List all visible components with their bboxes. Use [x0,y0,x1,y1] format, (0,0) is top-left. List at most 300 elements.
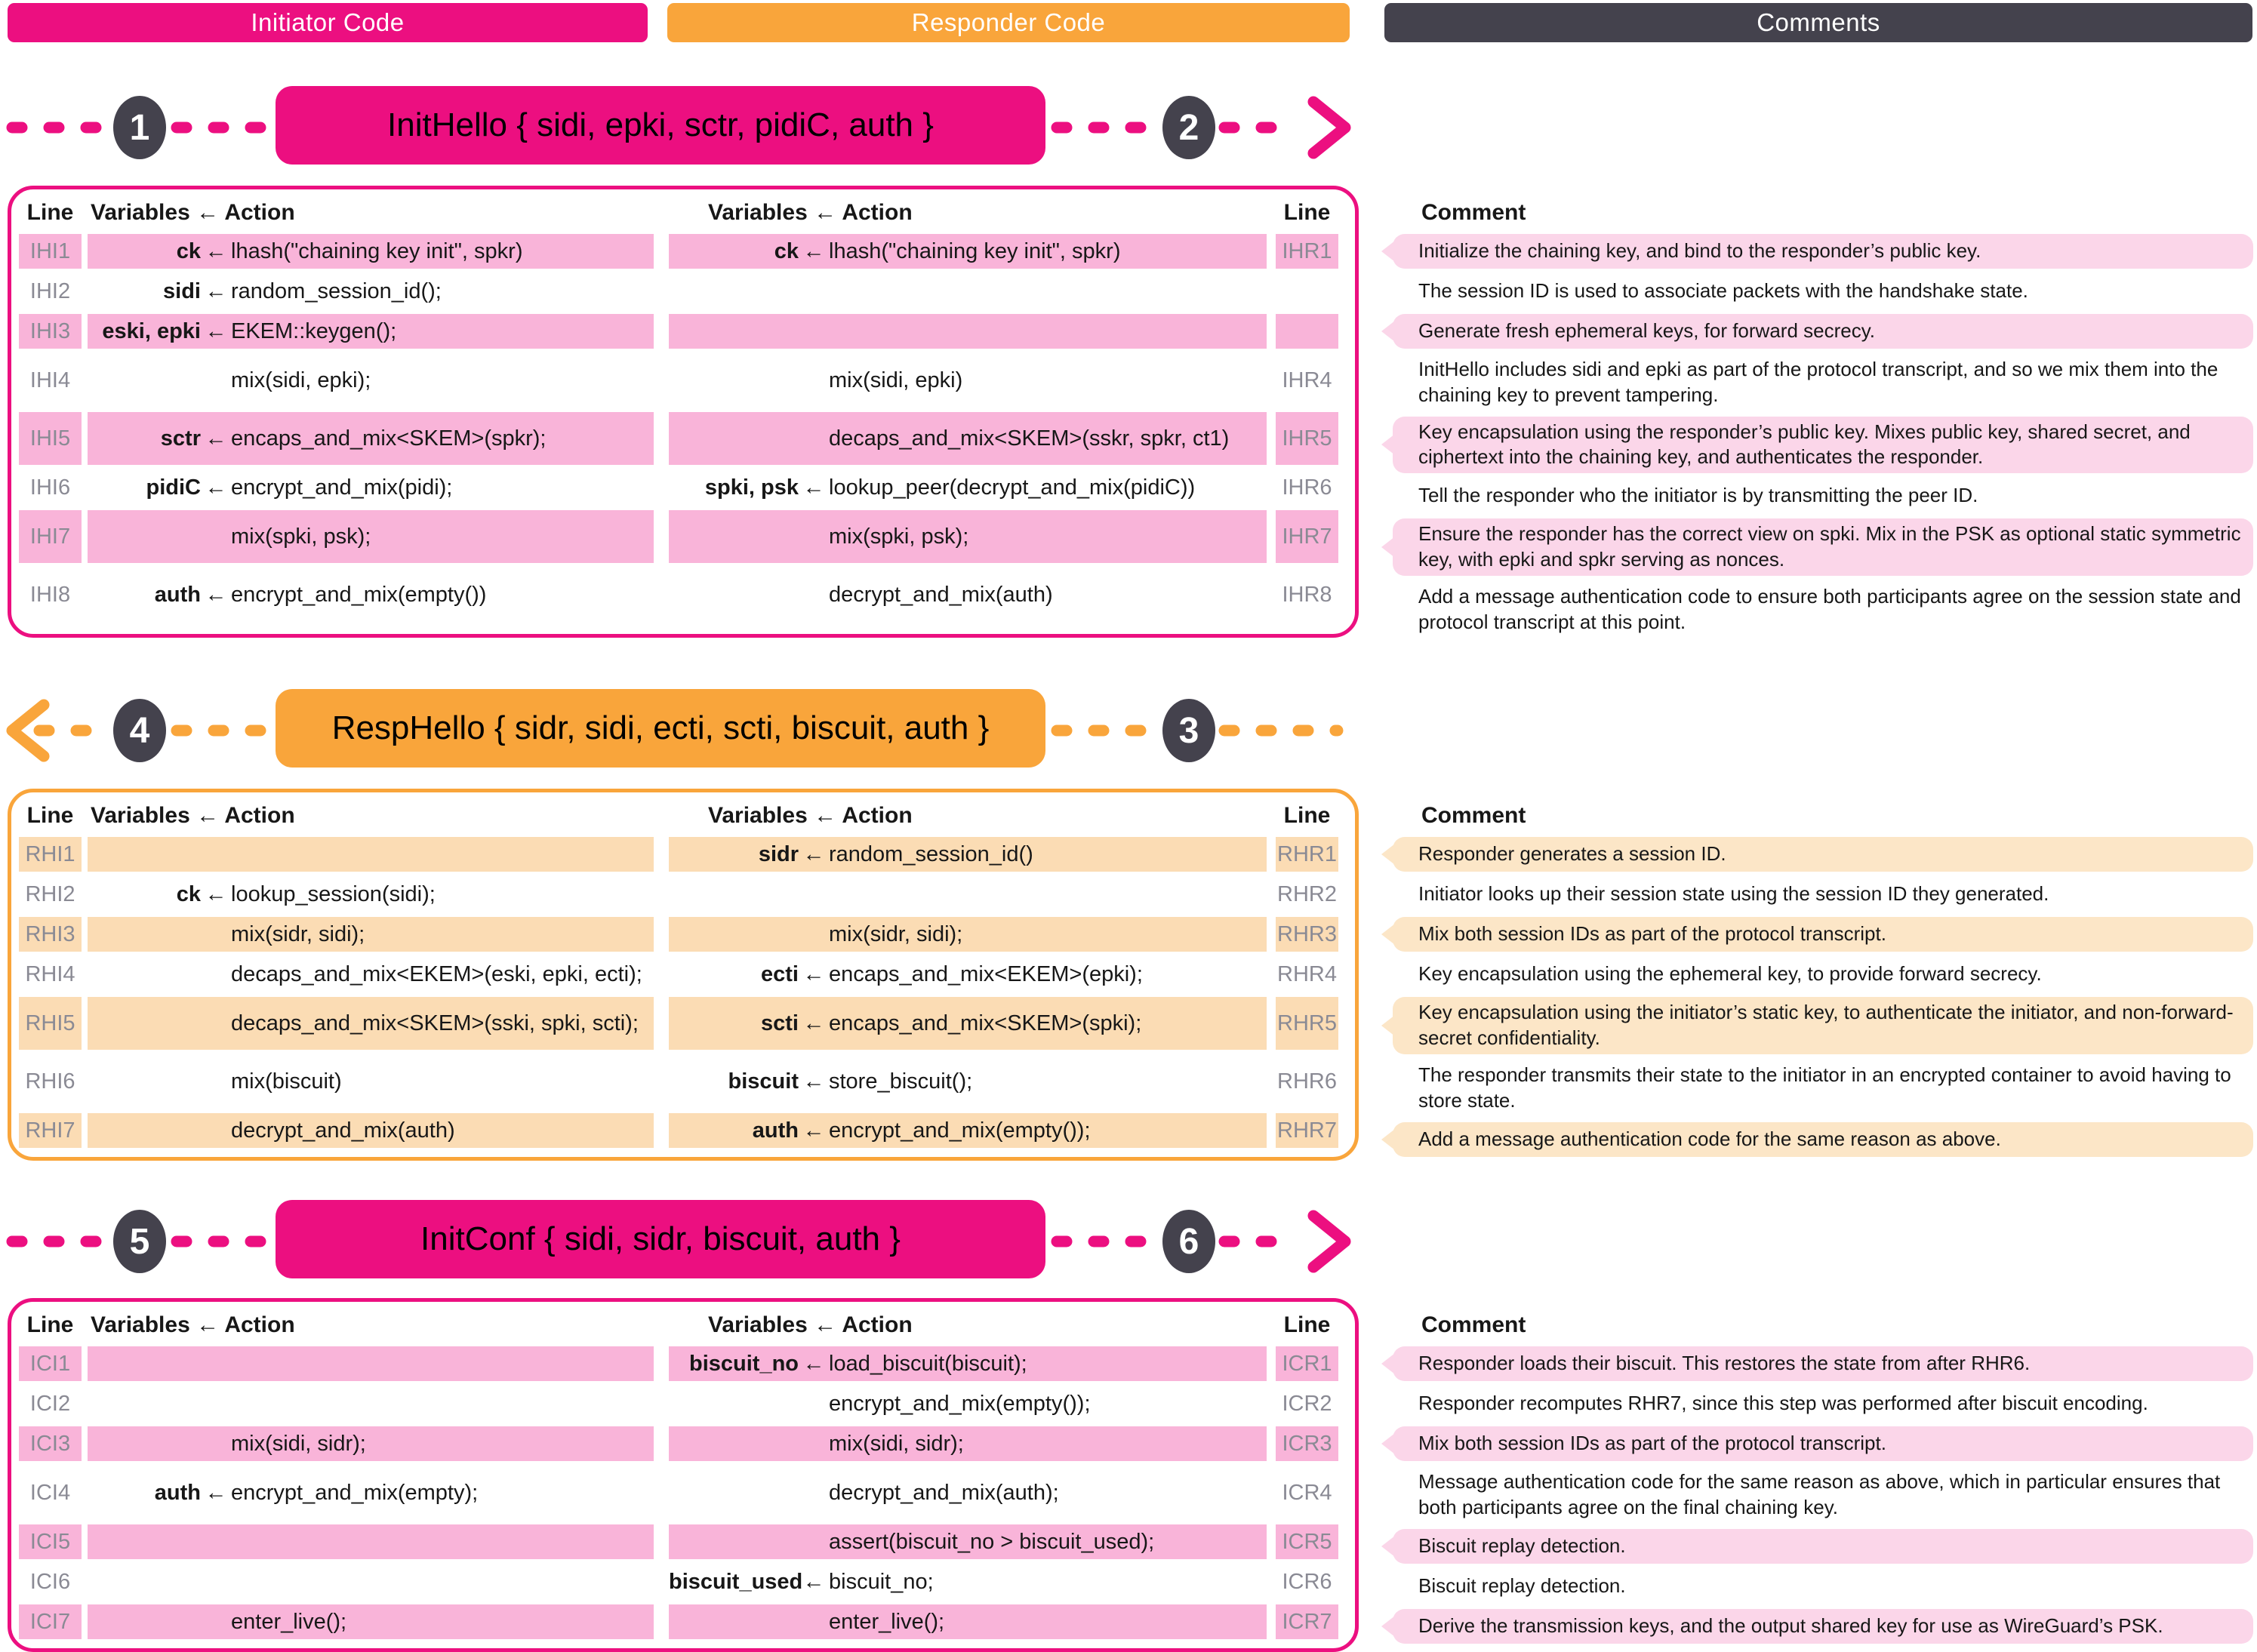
assign-arrow: ← [205,582,227,607]
initiator-action: decaps_and_mix<EKEM>(eski, epki, ecti); [231,961,642,986]
line-number-left: RHI7 [19,1113,82,1148]
responder-action: encrypt_and_mix(empty()); [829,1391,1091,1416]
comment-col-header: Comment [1421,803,1526,829]
initiator-action-cell [88,917,654,952]
line-number-right: ICR2 [1282,1391,1332,1416]
comment-text: Ensure the responder has the correct view on spki. Mix in the PSK as optional static symmetric key, with epki and spkr serving as nonces. [1418,522,2241,571]
responder-variables: biscuit_no [688,1351,799,1376]
comment-row [1393,1466,2253,1524]
table-row [19,1386,1347,1421]
comment-text: Add a message authentication code for the same reason as above. [1418,1127,2001,1150]
comment-row [1393,314,2253,349]
comment-text: Mix both session IDs as part of the protocol transcript. [1418,922,1886,946]
line-number-left: RHI3 [19,917,82,952]
table-rows [19,837,1347,1148]
line-number-left: IHI2 [29,278,71,303]
responder-action: decaps_and_mix<SKEM>(sskr, spkr, ct1) [829,426,1230,451]
comment-bubble [1393,1609,2253,1644]
line-number-left: RHI1 [19,837,82,872]
assign-arrow: ← [205,238,227,263]
responder-action-cell [669,1113,1267,1148]
line-number-right: RHR2 [1277,881,1337,906]
comment-text: Initialize the chaining key, and bind to the responder’s public key. [1418,239,1981,263]
line-number-left: ICI1 [19,1346,82,1381]
comment-bubble [1393,997,2253,1054]
responder-action-cell [669,234,1267,269]
responder-action: lhash("chaining key init", spkr) [829,238,1121,263]
line-number-right: RHR4 [1277,961,1337,986]
responder-action: mix(spki, psk); [829,524,969,549]
section-body [8,186,2257,638]
table-row [19,957,1347,992]
line-number-right: ICR1 [1276,1346,1338,1381]
assign-arrow: ← [802,961,825,986]
line-number-left: RHI5 [19,997,82,1050]
responder-action-cell [669,1426,1267,1461]
initiator-action: lookup_session(sidi); [231,881,436,906]
assign-arrow: ← [802,238,825,263]
responder-action-cell [669,877,1267,912]
line-number-left: IHI3 [19,314,82,349]
responder-action: decrypt_and_mix(auth) [829,582,1053,607]
responder-action: mix(sidr, sidi); [829,921,963,946]
assign-arrow: ← [802,1118,825,1143]
line-number-right [1276,314,1338,349]
initiator-action-cell [88,1386,654,1421]
responder-action-cell [669,917,1267,952]
line-number-right: ICR7 [1276,1604,1338,1639]
initiator-action: decrypt_and_mix(auth) [231,1118,455,1143]
responder-action: mix(sidi, epki) [829,368,963,392]
comment-row [1393,518,2253,576]
protocol-section-inithello [0,86,2257,638]
table-row [19,837,1347,872]
comment-row [1393,1609,2253,1644]
line-number-right: ICR4 [1282,1480,1332,1505]
line-number-left: RHI2 [25,881,75,906]
comment-bubble [1393,417,2253,474]
step-number-badge-right [1162,96,1215,159]
message-flow [0,689,2257,772]
assign-arrow: ← [802,1569,825,1594]
initiator-action-cell [88,1564,654,1599]
initiator-action: mix(sidi, epki); [231,368,371,392]
responder-action-cell [669,1604,1267,1639]
line-number-right: IHR7 [1276,510,1338,563]
initiator-variables: eski, epki [102,318,201,343]
responder-action: encaps_and_mix<SKEM>(spki); [829,1011,1142,1035]
initiator-variables-action-header: Variables ← Action [91,803,295,829]
initiator-action-cell [88,1524,654,1559]
line-col-header: Line [26,200,74,225]
comment-text: Mix both session IDs as part of the protocol transcript. [1418,1432,1886,1455]
line-col-header-right: Line [1283,1312,1331,1338]
line-number-right: IHR4 [1282,368,1332,392]
initiator-action: mix(biscuit) [231,1069,342,1094]
assign-arrow: ← [205,278,227,303]
comment-bubble [1393,1466,2253,1524]
responder-action-cell [669,354,1267,407]
line-number-left: IHI1 [19,234,82,269]
assign-arrow: ← [802,1011,825,1035]
comment-text: The session ID is used to associate packets with the handshake state. [1418,279,2028,303]
line-number-right: RHR6 [1277,1069,1337,1094]
responder-action: assert(biscuit_no > biscuit_used); [829,1529,1155,1554]
line-col-header-right: Line [1283,200,1331,225]
initiator-action-cell [88,470,654,505]
comment-row [1393,354,2253,411]
initiator-code-header: Initiator Code [8,3,648,42]
comment-row [1393,877,2253,912]
section-body [8,1298,2257,1652]
comment-bubble [1393,1529,2253,1564]
line-number-left: ICI4 [29,1480,71,1505]
initiator-action-cell [88,510,654,563]
initiator-action: mix(spki, psk); [231,524,371,549]
responder-action: decrypt_and_mix(auth); [829,1480,1059,1505]
initiator-action: encrypt_and_mix(pidi); [231,475,453,500]
initiator-action-cell [88,1466,654,1519]
table-row [19,234,1347,269]
table-row [19,510,1347,563]
line-number-left: ICI7 [19,1604,82,1639]
initiator-action-cell [88,837,654,872]
comment-text: Key encapsulation using the responder’s public key. Mixes public key, shared secret, and ciphertext into the chaining key, and authenticates the responder. [1418,420,2191,469]
comment-row [1393,917,2253,952]
initiator-action: decaps_and_mix<SKEM>(sski, spki, scti); [231,1011,639,1035]
comment-text: Responder loads their biscuit. This restores the state from after RHR6. [1418,1352,2031,1375]
message-banner: InitConf { sidi, sidr, biscuit, auth } [276,1200,1045,1278]
line-number-right: RHR7 [1276,1113,1338,1148]
initiator-variables-action-header: Variables ← Action [91,200,295,225]
table-row [19,412,1347,465]
comment-bubble [1393,1569,2253,1604]
comment-text: Tell the responder who the initiator is by transmitting the peer ID. [1418,484,1978,507]
comment-row [1393,234,2253,269]
comment-bubble [1393,234,2253,269]
comment-bubble [1393,1060,2253,1117]
comment-bubble [1393,518,2253,576]
responder-variables: sidr [758,841,799,866]
comment-text: Add a message authentication code to ensure both participants agree on the session state and protocol transcript at this point. [1418,584,2241,633]
responder-action: mix(sidi, sidr); [829,1431,964,1456]
table-header-row [19,1309,1347,1341]
line-number-right: RHR5 [1276,997,1338,1050]
table-row [19,1346,1347,1381]
comments-header: Comments [1384,3,2252,42]
initiator-action: encrypt_and_mix(empty()) [231,582,487,607]
table-row [19,1524,1347,1559]
comment-text: The responder transmits their state to the initiator in an encrypted container to avoid having to store state. [1418,1063,2231,1112]
initiator-action-cell [88,412,654,465]
responder-variables: scti [761,1011,799,1035]
comment-bubble [1393,1346,2253,1381]
line-number-left: IHI7 [19,510,82,563]
code-table [8,789,1359,1161]
comment-row [1393,1569,2253,1604]
code-table [8,1298,1359,1652]
table-row [19,1604,1347,1639]
responder-action-cell [669,1564,1267,1599]
responder-action-cell [669,837,1267,872]
table-row [19,1055,1347,1108]
comment-row [1393,1346,2253,1381]
comment-col-header: Comment [1421,200,1526,225]
step-number: 3 [1178,710,1199,751]
responder-action-cell [669,470,1267,505]
line-number-left: ICI2 [29,1391,71,1416]
line-col-header: Line [26,1312,74,1338]
message-banner: InitHello { sidi, epki, sctr, pidiC, auth } [276,86,1045,165]
table-row [19,1113,1347,1148]
line-number-right: RHR1 [1276,837,1338,872]
comment-bubble [1393,581,2253,638]
comment-text: Derive the transmission keys, and the output shared key for use as WireGuard’s PSK. [1418,1614,2163,1638]
comment-row [1393,997,2253,1054]
initiator-action-cell [88,274,654,309]
table-row [19,470,1347,505]
initiator-action: mix(sidr, sidi); [231,921,365,946]
table-row [19,354,1347,407]
comment-rows [1393,234,2253,638]
comments-column [1393,789,2253,1161]
initiator-action-cell [88,354,654,407]
responder-action-cell [669,314,1267,349]
table-row [19,314,1347,349]
step-number-badge-right [1162,699,1215,762]
step-number-badge-left [113,96,166,159]
table-rows [19,234,1347,621]
comment-rows [1393,1346,2253,1644]
table-row [19,1426,1347,1461]
comment-rows [1393,837,2253,1156]
sections-root [0,86,2257,1652]
comment-row [1393,1426,2253,1461]
line-number-left: IHI5 [19,412,82,465]
responder-code-header: Responder Code [667,3,1350,42]
initiator-action-cell [88,568,654,621]
message-flow [0,86,2257,169]
comment-bubble [1393,877,2253,912]
responder-action: enter_live(); [829,1609,945,1634]
line-number-left: ICI5 [19,1524,82,1559]
assign-arrow: ← [205,318,227,343]
assign-arrow: ← [802,1351,825,1376]
step-number: 5 [129,1221,150,1262]
line-number-left: ICI3 [19,1426,82,1461]
line-number-right: IHR8 [1282,582,1332,607]
initiator-variables: auth [154,582,201,607]
protocol-section-initconf [0,1200,2257,1652]
initiator-action-cell [88,234,654,269]
responder-action: random_session_id() [829,841,1033,866]
table-row [19,877,1347,912]
initiator-action: random_session_id(); [231,278,442,303]
column-headers [0,0,2257,42]
comment-row [1393,837,2253,872]
responder-action: encrypt_and_mix(empty()); [829,1118,1091,1143]
initiator-variables: pidiC [146,475,201,500]
line-col-header-right: Line [1283,803,1331,829]
assign-arrow: ← [205,1480,227,1505]
initiator-action: encaps_and_mix<SKEM>(spkr); [231,426,547,451]
responder-action-cell [669,412,1267,465]
responder-action-cell [669,1055,1267,1108]
step-number-badge-right [1162,1210,1215,1273]
step-number: 6 [1178,1221,1199,1262]
table-row [19,568,1347,621]
responder-variables: auth [752,1118,799,1143]
comments-column [1393,186,2253,638]
responder-action: encaps_and_mix<EKEM>(epki); [829,961,1143,986]
message-flow [0,1200,2257,1283]
line-number-left: RHI6 [25,1069,75,1094]
initiator-action-cell [88,877,654,912]
line-number-left: IHI4 [29,368,71,392]
assign-arrow: ← [802,1069,825,1094]
comment-row [1393,274,2253,309]
code-table [8,186,1359,638]
responder-action-cell [669,997,1267,1050]
initiator-action-cell [88,314,654,349]
initiator-action-cell [88,1604,654,1639]
protocol-section-resphello [0,689,2257,1161]
table-rows [19,1346,1347,1639]
initiator-variables-action-header: Variables ← Action [91,1312,295,1338]
comment-text: Responder recomputes RHR7, since this step was performed after biscuit encoding. [1418,1392,2148,1415]
initiator-action: lhash("chaining key init", spkr) [231,238,523,263]
initiator-action: encrypt_and_mix(empty); [231,1480,479,1505]
responder-variables: ck [774,238,799,263]
comment-bubble [1393,478,2253,513]
responder-action-cell [669,957,1267,992]
comments-column [1393,1298,2253,1652]
comment-text: InitHello includes sidi and epki as part of the protocol transcript, and so we mix them into the chaining key to prevent tampering. [1418,358,2219,406]
table-row [19,997,1347,1050]
step-number: 4 [129,710,150,751]
initiator-action-cell [88,1426,654,1461]
responder-variables: spki, psk [704,475,799,500]
table-header-row [19,800,1347,832]
comment-bubble [1393,957,2253,992]
initiator-action-cell [88,1055,654,1108]
comment-bubble [1393,917,2253,952]
table-row [19,1466,1347,1519]
comment-col-header: Comment [1421,1312,1526,1338]
assign-arrow: ← [205,475,227,500]
line-number-right [1276,274,1338,309]
responder-action: load_biscuit(biscuit); [829,1351,1027,1376]
comment-text: Key encapsulation using the initiator’s static key, to authenticate the initiator, and non-forward-secret confidentiality. [1418,1001,2234,1050]
responder-action-cell [669,1524,1267,1559]
comment-row [1393,1122,2253,1157]
comment-row [1393,957,2253,992]
responder-action-cell [669,1466,1267,1519]
responder-action-cell [669,510,1267,563]
responder-variables-action-header: Variables ← Action [708,803,913,829]
line-number-right: ICR5 [1276,1524,1338,1559]
assign-arrow: ← [802,841,825,866]
line-number-left: IHI6 [29,475,71,500]
initiator-action: enter_live(); [231,1609,347,1634]
initiator-action: EKEM::keygen(); [231,318,397,343]
comment-text: Responder generates a session ID. [1418,842,1726,866]
table-row [19,1564,1347,1599]
responder-action-cell [669,1386,1267,1421]
comment-bubble [1393,1122,2253,1157]
initiator-variables: ck [176,881,201,906]
initiator-action: mix(sidi, sidr); [231,1431,366,1456]
responder-action-cell [669,1346,1267,1381]
comment-row [1393,1386,2253,1421]
message-banner: RespHello { sidr, sidi, ecti, scti, biscuit, auth } [276,689,1045,768]
comment-bubble [1393,314,2253,349]
assign-arrow: ← [205,881,227,906]
comment-row [1393,1060,2253,1117]
initiator-action-cell [88,997,654,1050]
line-number-right: ICR6 [1282,1569,1332,1594]
initiator-variables: sidi [163,278,201,303]
comment-bubble [1393,1426,2253,1461]
comment-bubble [1393,837,2253,872]
line-number-left: IHI8 [29,582,71,607]
comment-row [1393,1529,2253,1564]
assign-arrow: ← [802,475,825,500]
initiator-variables: auth [154,1480,201,1505]
line-number-right: IHR1 [1276,234,1338,269]
line-number-right: RHR3 [1276,917,1338,952]
line-number-left: RHI4 [25,961,75,986]
comment-bubble [1393,274,2253,309]
table-row [19,274,1347,309]
line-number-right: ICR3 [1276,1426,1338,1461]
responder-action: biscuit_no; [829,1569,934,1594]
assign-arrow: ← [205,426,227,451]
responder-action: lookup_peer(decrypt_and_mix(pidiC)) [829,475,1196,500]
responder-variables: ecti [761,961,799,986]
comment-row [1393,417,2253,474]
line-number-right: IHR5 [1276,412,1338,465]
step-number: 1 [129,107,150,148]
initiator-action-cell [88,957,654,992]
responder-variables: biscuit_used [669,1569,803,1594]
line-number-right: IHR6 [1282,475,1332,500]
comment-text: Key encapsulation using the ephemeral key, to provide forward secrecy. [1418,962,2042,986]
initiator-action-cell [88,1113,654,1148]
responder-action-cell [669,274,1267,309]
step-number: 2 [1178,107,1199,148]
initiator-action-cell [88,1346,654,1381]
initiator-variables: ck [176,238,201,263]
comment-text: Message authentication code for the same reason as above, which in particular ensures that both participants agree on the final chaining key. [1418,1470,2221,1519]
responder-variables: biscuit [728,1069,799,1094]
initiator-variables: sctr [160,426,201,451]
section-body [8,789,2257,1161]
comment-text: Generate fresh ephemeral keys, for forward secrecy. [1418,319,1875,343]
responder-variables-action-header: Variables ← Action [708,200,913,225]
comment-row [1393,581,2253,638]
comment-bubble [1393,1386,2253,1421]
comment-text: Biscuit replay detection. [1418,1574,1626,1598]
responder-variables-action-header: Variables ← Action [708,1312,913,1338]
comment-text: Biscuit replay detection. [1418,1534,1626,1558]
line-col-header: Line [26,803,74,829]
comment-bubble [1393,354,2253,411]
responder-action: store_biscuit(); [829,1069,973,1094]
table-header-row [19,197,1347,229]
step-number-badge-left [113,1210,166,1273]
responder-action-cell [669,568,1267,621]
